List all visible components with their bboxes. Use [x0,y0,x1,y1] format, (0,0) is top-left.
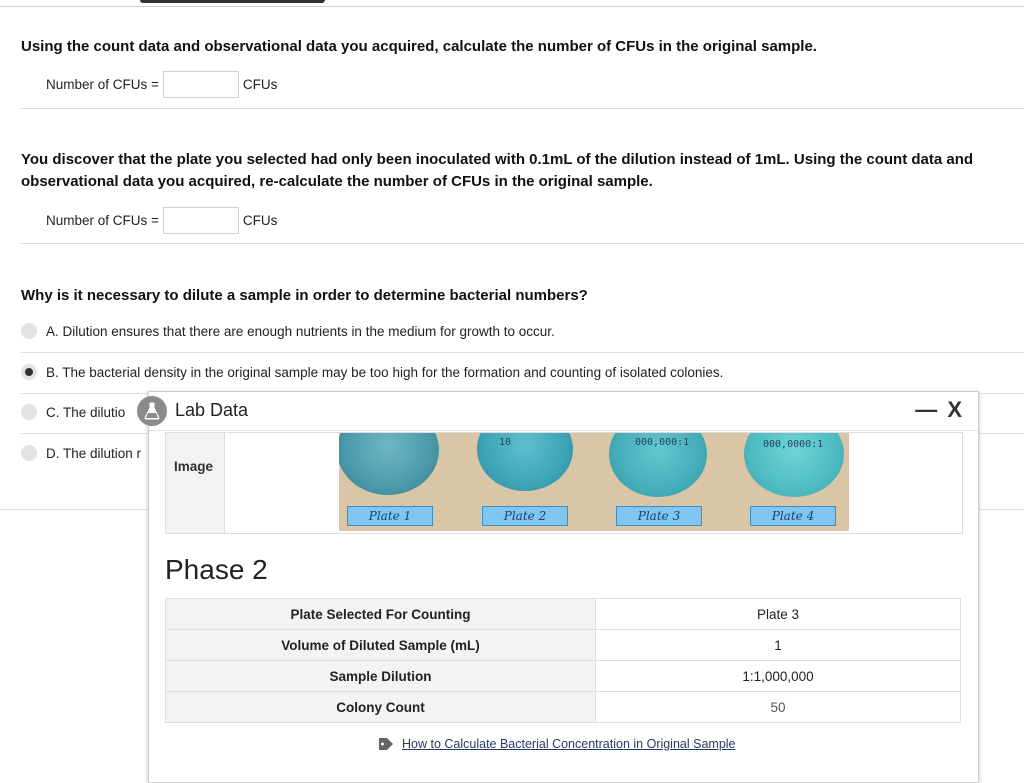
table-row [166,599,961,630]
question-2-unit: CFUs [242,213,278,228]
radio-a[interactable] [21,323,37,339]
divider [21,243,1024,244]
question-2-title-line1: You discover that the plate you selected had only been inoculated with 0.1mL of the dilution instead of 1mL. Using the count data and [21,151,974,168]
top-bar [0,0,1024,7]
row-key: Colony Count [166,692,596,723]
option-a[interactable] [21,323,555,339]
row-value: 1 [596,630,961,661]
plate-4-marking: 000,0000:1 [763,439,824,450]
radio-c[interactable] [21,404,37,420]
cfu-input-1[interactable] [163,71,239,98]
phase-data-table [165,598,961,723]
plate-1-dish [339,433,439,495]
option-a-text: A. Dilution ensures that there are enough nutrients in the medium for growth to occur. [46,323,555,339]
plate-3-marking: 000,000:1 [635,437,690,448]
row-key: Volume of Diluted Sample (mL) [166,630,596,661]
plate-2-label: Plate 2 [482,506,568,526]
phase-title: Phase 2 [165,554,268,585]
bacterial-concentration-help-link[interactable]: How to Calculate Bacterial Concentration in Original Sample [402,737,736,751]
question-2-answer-row [46,207,277,234]
popup-title: Lab Data [175,400,249,420]
table-row [166,692,961,723]
popup-header [149,392,978,431]
option-b[interactable] [21,364,723,380]
image-label-cell [166,433,225,533]
plate-2-dish [477,433,573,491]
question-1-unit: CFUs [242,77,278,92]
row-value: 1:1,000,000 [596,661,961,692]
close-button[interactable]: — X [915,397,964,422]
question-3-title: Why is it necessary to dilute a sample in order to determine bacterial numbers? [21,287,588,304]
plate-4-label: Plate 4 [750,506,836,526]
question-1-answer-row [46,71,277,98]
row-value: 50 [596,692,961,723]
row-key: Sample Dilution [166,661,596,692]
table-row [166,630,961,661]
table-row [166,661,961,692]
radio-b-selected[interactable] [21,364,37,380]
flask-icon [137,396,167,426]
question-1-label: Number of CFUs = [46,77,159,92]
plate-2-marking: 10 [499,437,512,448]
radio-d[interactable] [21,445,37,461]
cfu-input-2[interactable] [163,207,239,234]
question-2-label: Number of CFUs = [46,213,159,228]
question-2-title-line2: observational data you acquired, re-calculate the number of CFUs in the original sample. [21,173,653,190]
row-value: Plate 3 [596,599,961,630]
option-d-text: D. The dilution r [46,445,142,461]
option-c-text: C. The dilutio [46,404,126,420]
image-table [165,432,963,534]
option-b-text: B. The bacterial density in the original sample may be too high for the formation and counting of isolated colonies. [46,364,724,380]
option-d[interactable] [21,445,141,461]
question-1-title: Using the count data and observational data you acquired, calculate the number of CFUs in the original sample. [21,38,817,55]
lab-data-popup [148,391,979,783]
plate-3-label: Plate 3 [616,506,702,526]
row-key: Plate Selected For Counting [166,599,596,630]
divider [21,352,1024,353]
image-label: Image [174,459,214,474]
active-tab-indicator [140,0,325,3]
plates-photo [339,433,849,531]
plate-1-label: Plate 1 [347,506,433,526]
tag-icon [378,737,394,751]
option-c[interactable] [21,404,125,420]
help-link-row [378,737,736,751]
divider [21,108,1024,109]
